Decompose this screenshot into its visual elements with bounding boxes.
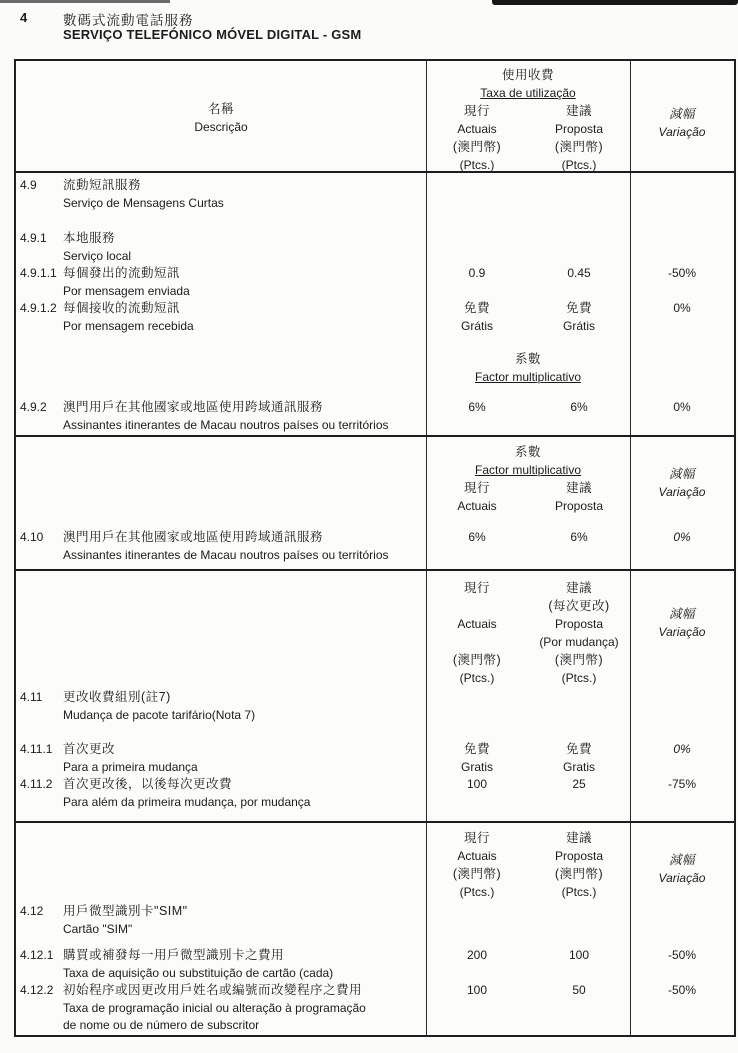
row-name-zh: 每個發出的流動短訊: [63, 266, 181, 280]
table-row: [16, 982, 734, 1035]
row-code: 4.12.2: [20, 983, 54, 997]
variation-value: -50%: [667, 266, 696, 280]
row-name-zh: 用戶微型識別卡"SIM": [63, 904, 188, 918]
variation-value: -50%: [667, 948, 696, 962]
row-code: 4.12.1: [20, 948, 54, 962]
current-fee: 0.9: [468, 266, 486, 280]
column-divider: [426, 173, 427, 435]
current-fee: 6%: [468, 530, 486, 544]
table-row: [16, 689, 734, 724]
row-name-pt: Assinantes itinerantes de Macau noutros países ou territórios: [63, 547, 389, 562]
proposed-fee: 0.45: [567, 266, 591, 280]
proposed-fee: 免費 Gratis: [562, 742, 595, 774]
header-proposed-column: 建議 Proposta (澳門幣) (Ptcs.): [554, 831, 604, 899]
header-proposed-column: 建議 Proposta: [554, 481, 604, 513]
row-name-zh: 首次更改: [63, 742, 116, 756]
row-name-zh: 流動短訊服務: [63, 178, 142, 192]
current-fee: 200: [466, 948, 488, 962]
header-usage-fee-group: 使用收費 Taxa de utilização: [480, 68, 576, 100]
variation-value: -50%: [667, 983, 696, 997]
row-name-pt: Mudança de pacote tarifário(Nota 7): [63, 707, 256, 722]
header-description: 名稱 Descrição: [194, 102, 248, 134]
section-number: 4: [20, 10, 28, 25]
current-fee: 100: [466, 777, 488, 791]
current-fee: 免費 Gratis: [460, 742, 493, 774]
row-code: 4.12: [20, 904, 44, 918]
row-name-pt: Taxa de programação inicial ou alteração à programação: [63, 1000, 366, 1015]
table-row: [16, 177, 734, 212]
page-title-zh: 數碼式流動電話服務: [63, 13, 194, 28]
header-proposed-column: 建議 (每次更改) Proposta (Por mudança) (澳門幣) (Ptcs.): [539, 581, 619, 685]
row-code: 4.9.1: [20, 231, 47, 245]
row-code: 4.9: [20, 178, 37, 192]
table-row: [16, 300, 734, 335]
table-row: [16, 230, 734, 265]
factor-subheader: 系數 Factor multiplicativo: [474, 445, 582, 477]
table-row: [16, 529, 734, 564]
row-name-zh: 澳門用戶在其他國家或地區使用跨域通訊服務: [63, 530, 324, 544]
header-current-column: 現行 Actuais (澳門幣) (Ptcs.): [452, 104, 502, 172]
row-name-pt: Serviço de Mensagens Curtas: [63, 195, 224, 210]
row-name-zh: 更改收費組別(註7): [63, 690, 171, 704]
header-proposed-column: 建議 Proposta (澳門幣) (Ptcs.): [554, 104, 604, 172]
proposed-fee: 6%: [570, 530, 588, 544]
row-name-zh: 初始程序或因更改用戶姓名或編號而改變程序之費用: [63, 983, 363, 997]
row-code: 4.9.1.2: [20, 301, 57, 315]
section-4-10: [16, 435, 734, 569]
variation-value: 0%: [673, 742, 691, 756]
row-name-pt: Cartão "SIM": [63, 921, 133, 936]
row-name-pt: Para além da primeira mudança, por mudança: [63, 794, 311, 809]
factor-subheader: 系數 Factor multiplicativo: [474, 352, 582, 384]
table-row: [16, 265, 734, 300]
column-divider: [630, 437, 631, 569]
row-name-pt: Por mensagem recebida: [63, 318, 194, 333]
table-row: [16, 399, 734, 434]
row-code: 4.11.1: [20, 742, 53, 756]
proposed-fee: 100: [568, 948, 590, 962]
page-title-pt: SERVIÇO TELEFÓNICO MÓVEL DIGITAL - GSM: [63, 27, 362, 42]
proposed-fee: 免費 Grátis: [562, 301, 595, 333]
table-row: [16, 903, 734, 938]
current-fee: 6%: [468, 400, 486, 414]
scan-artifact: [0, 0, 170, 3]
row-name-zh: 本地服務: [63, 231, 116, 245]
row-code: 4.11: [20, 690, 43, 704]
header-variation-column: 減幅 Variação: [658, 467, 706, 499]
table-row: [16, 741, 734, 776]
header-variation-column: 減幅 Variação: [658, 607, 706, 639]
variation-value: -75%: [667, 777, 696, 791]
header-current-column: 現行 Actuais (澳門幣) (Ptcs.): [452, 831, 502, 899]
column-divider: [630, 173, 631, 435]
variation-value: 0%: [673, 530, 691, 544]
section-4-9: [16, 171, 734, 435]
row-code: 4.9.1.1: [20, 266, 57, 280]
variation-value: 0%: [673, 301, 691, 315]
scan-artifact: [492, 0, 738, 5]
header-variation-column: 減幅 Variação: [658, 107, 706, 139]
row-code: 4.11.2: [20, 777, 53, 791]
row-name-pt: Assinantes itinerantes de Macau noutros países ou territórios: [63, 417, 389, 432]
row-code: 4.10: [20, 530, 44, 544]
proposed-fee: 25: [572, 777, 586, 791]
table-row: [16, 947, 734, 982]
tariff-table: [14, 59, 736, 1037]
proposed-fee: 6%: [570, 400, 588, 414]
table-header: [16, 61, 734, 171]
row-name-pt: Por mensagem enviada: [63, 283, 190, 298]
variation-value: 0%: [673, 400, 691, 414]
header-current-column: 現行 Actuais: [457, 481, 497, 513]
row-name-pt: Taxa de aquisição ou substituição de cartão (cada): [63, 965, 334, 980]
row-name-pt2: de nome ou de número de subscritor: [63, 1018, 260, 1032]
header-variation-column: 減幅 Variação: [658, 853, 706, 885]
current-fee: 免費 Grátis: [460, 301, 493, 333]
header-current-column: 現行 Actuais (澳門幣) (Ptcs.): [452, 581, 502, 685]
table-row: [16, 776, 734, 811]
row-code: 4.9.2: [20, 400, 47, 414]
row-name-pt: Serviço local: [63, 248, 132, 263]
row-name-zh: 首次更改後，以後每次更改費: [63, 777, 233, 791]
row-name-pt: Para a primeira mudança: [63, 759, 198, 774]
row-name-zh: 澳門用戶在其他國家或地區使用跨域通訊服務: [63, 400, 324, 414]
section-4-11: [16, 569, 734, 821]
current-fee: 100: [466, 983, 488, 997]
row-name-zh: 購買或補發每一用戶微型識別卡之費用: [63, 948, 285, 962]
row-name-zh: 每個接收的流動短訊: [63, 301, 181, 315]
proposed-fee: 50: [572, 983, 586, 997]
section-4-12: [16, 821, 734, 1035]
